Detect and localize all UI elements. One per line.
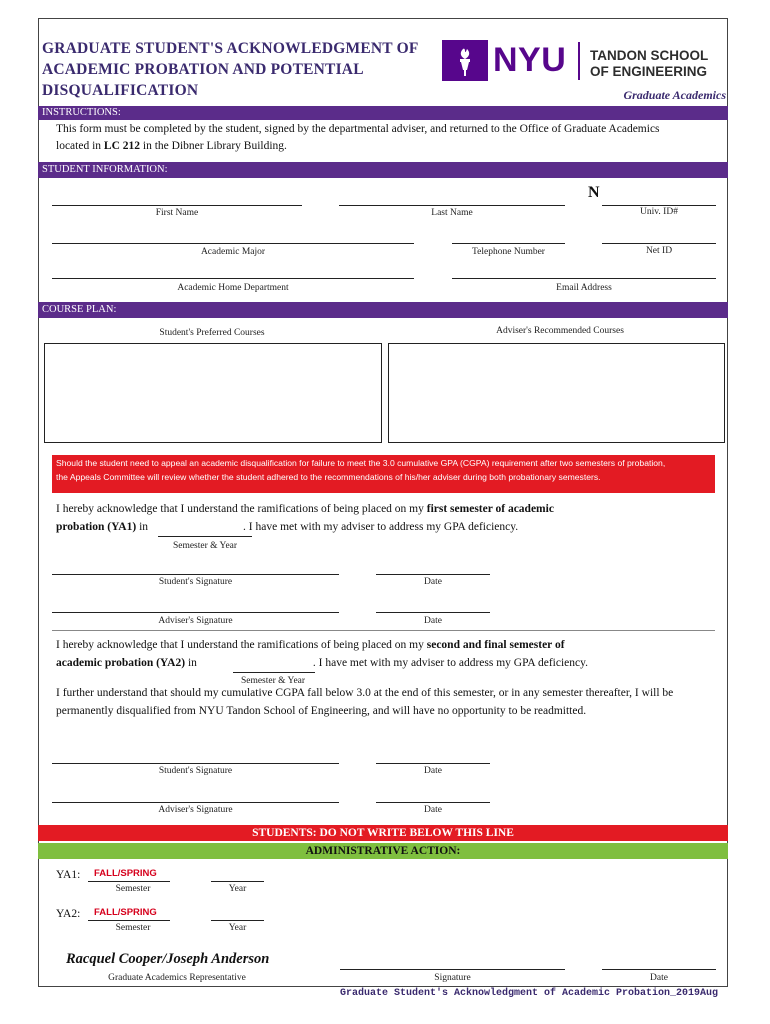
nyu-wordmark: NYU bbox=[493, 41, 567, 79]
logo-divider bbox=[578, 42, 580, 80]
net-id-label: Net ID bbox=[645, 246, 673, 256]
ya2-student-date-label: Date bbox=[424, 766, 442, 776]
representative-label: Graduate Academics Representative bbox=[108, 973, 246, 983]
office-name: Graduate Academics bbox=[623, 88, 726, 102]
email-label: Email Address bbox=[556, 283, 612, 293]
ya1-acknowledgment bbox=[56, 500, 716, 536]
ya2-disqualification-notice bbox=[56, 684, 726, 720]
instructions-text bbox=[56, 121, 716, 155]
ya2-acknowledgment bbox=[56, 636, 716, 672]
ya2-notice-line-1: I further understand that should my cumulative CGPA fall below 3.0 at the end of this semester, or in any semester thereafter, I will be bbox=[56, 687, 674, 699]
ya1-adviser-signature-field[interactable] bbox=[52, 612, 339, 613]
course-plan-heading: COURSE PLAN: bbox=[38, 302, 728, 318]
ya1-admin-semester-label: Semester bbox=[115, 884, 151, 894]
ya1-student-signature-field[interactable] bbox=[52, 574, 339, 575]
ya2-admin-semester-label: Semester bbox=[115, 923, 151, 933]
ya2-adviser-signature-field[interactable] bbox=[52, 802, 339, 803]
ya2-student-signature-label: Student's Signature bbox=[158, 766, 233, 776]
telephone-field[interactable] bbox=[452, 243, 565, 244]
ya2-text-b: second and final semester of bbox=[426, 639, 565, 651]
admin-signature-field[interactable] bbox=[340, 969, 565, 970]
ya1-student-signature-label: Student's Signature bbox=[158, 577, 233, 587]
form-title: GRADUATE STUDENT'S ACKNOWLEDGMENT OF ACADEMIC PROBATION AND POTENTIAL DISQUALIFICATION bbox=[42, 40, 418, 99]
ya2-text-a: I hereby acknowledge that I understand the ramifications of being placed on my bbox=[56, 639, 427, 651]
last-name-field[interactable] bbox=[339, 205, 565, 206]
ya1-text-a: I hereby acknowledge that I understand the ramifications of being placed on my bbox=[56, 503, 427, 515]
recommended-courses-label: Adviser's Recommended Courses bbox=[496, 326, 624, 336]
school-name-line-2: OF ENGINEERING bbox=[590, 64, 708, 79]
n-prefix: N bbox=[588, 184, 600, 201]
ya1-semester-field[interactable] bbox=[158, 536, 252, 537]
ya2-admin-year-field[interactable] bbox=[211, 920, 264, 921]
ya1-student-date-field[interactable] bbox=[376, 574, 490, 575]
home-department-field[interactable] bbox=[52, 278, 414, 279]
appeal-warning bbox=[52, 455, 715, 493]
instructions-line-2 bbox=[56, 138, 716, 155]
academic-major-label: Academic Major bbox=[200, 247, 266, 257]
univ-id-label: Univ. ID# bbox=[640, 207, 678, 217]
instructions-building: in the Dibner Library Building. bbox=[140, 140, 287, 152]
ya1-text-b: first semester of academic bbox=[426, 503, 554, 515]
ya1-semester-label: Semester & Year bbox=[172, 541, 238, 551]
appeal-warning-line-2: the Appeals Committee will review whether the student adhered to the recommendations of his/her adviser during both probationary semesters. bbox=[56, 471, 601, 482]
email-field[interactable] bbox=[452, 278, 716, 279]
ya2-admin-label: YA2: bbox=[56, 908, 81, 920]
section-divider bbox=[52, 630, 715, 631]
admin-date-label: Date bbox=[650, 973, 668, 983]
ya1-admin-year-label: Year bbox=[228, 884, 247, 894]
preferred-courses-label: Student's Preferred Courses bbox=[159, 328, 265, 338]
telephone-label: Telephone Number bbox=[472, 247, 545, 257]
ya2-adviser-date-field[interactable] bbox=[376, 802, 490, 803]
ya1-adviser-signature-label: Adviser's Signature bbox=[158, 616, 233, 626]
appeal-warning-line-1: Should the student need to appeal an academic disqualification for failure to meet the 3.0 cumulative GPA (CGPA) requirement after two semesters of probation, bbox=[56, 458, 666, 468]
ya2-text-d: in bbox=[185, 657, 197, 669]
instructions-line-1: This form must be completed by the student, signed by the departmental adviser, and returned to the Office of Graduate Academics bbox=[56, 123, 660, 135]
home-department-label: Academic Home Department bbox=[177, 283, 289, 293]
ya2-admin-semester-field[interactable] bbox=[88, 920, 170, 921]
ya2-text-e: . I have met with my adviser to address my GPA deficiency. bbox=[312, 657, 588, 669]
ya2-admin-year-label: Year bbox=[228, 923, 247, 933]
do-not-write-banner: STUDENTS: DO NOT WRITE BELOW THIS LINE bbox=[38, 825, 728, 841]
school-name-line-1: TANDON SCHOOL bbox=[590, 48, 709, 63]
ya1-admin-semester-field[interactable] bbox=[88, 881, 170, 882]
office-location: LC 212 bbox=[103, 140, 141, 152]
admin-signature-label: Signature bbox=[434, 973, 471, 983]
ya2-line-1 bbox=[56, 636, 716, 654]
ya1-adviser-date-label: Date bbox=[424, 616, 442, 626]
ya2-admin-semester-value: FALL/SPRING bbox=[94, 907, 157, 918]
first-name-label: First Name bbox=[155, 208, 199, 218]
ya1-admin-label: YA1: bbox=[56, 869, 81, 881]
administrative-action-heading: ADMINISTRATIVE ACTION: bbox=[38, 843, 728, 859]
torch-icon bbox=[442, 40, 488, 81]
nyu-torch-logo bbox=[442, 40, 488, 81]
ya2-text-c: academic probation (YA2) bbox=[56, 657, 186, 669]
ya1-student-date-label: Date bbox=[424, 577, 442, 587]
form-footer: Graduate Student's Acknowledgment of Academic Probation_2019Aug bbox=[340, 988, 719, 999]
representative-name: Racquel Cooper/Joseph Anderson bbox=[66, 951, 270, 967]
ya1-adviser-date-field[interactable] bbox=[376, 612, 490, 613]
univ-id-field[interactable] bbox=[602, 205, 716, 206]
ya1-text-d: in bbox=[136, 521, 149, 533]
last-name-label: Last Name bbox=[431, 208, 473, 218]
preferred-courses-box[interactable] bbox=[44, 343, 382, 443]
student-info-heading: STUDENT INFORMATION: bbox=[38, 162, 728, 178]
school-name bbox=[590, 48, 708, 80]
net-id-field[interactable] bbox=[602, 243, 716, 244]
ya2-notice-line-2: permanently disqualified from NYU Tandon School of Engineering, and will have no opportunity to be readmitted. bbox=[56, 705, 587, 717]
first-name-field[interactable] bbox=[52, 205, 302, 206]
admin-date-field[interactable] bbox=[602, 969, 716, 970]
instructions-located: located in bbox=[56, 140, 104, 152]
ya2-line-2 bbox=[56, 654, 716, 672]
ya1-text-e: . I have met with my adviser to address my GPA deficiency. bbox=[243, 521, 519, 533]
ya2-student-date-field[interactable] bbox=[376, 763, 490, 764]
ya1-line-1 bbox=[56, 500, 716, 518]
academic-major-field[interactable] bbox=[52, 243, 414, 244]
ya2-student-signature-field[interactable] bbox=[52, 763, 339, 764]
instructions-heading: INSTRUCTIONS: bbox=[38, 106, 728, 120]
ya1-admin-semester-value: FALL/SPRING bbox=[94, 868, 157, 879]
ya1-text-c: probation (YA1) bbox=[56, 521, 137, 533]
ya2-semester-label: Semester & Year bbox=[240, 676, 306, 686]
ya2-adviser-signature-label: Adviser's Signature bbox=[158, 805, 233, 815]
ya2-adviser-date-label: Date bbox=[424, 805, 442, 815]
ya1-line-2 bbox=[56, 518, 716, 536]
recommended-courses-box[interactable] bbox=[388, 343, 725, 443]
ya2-semester-field[interactable] bbox=[233, 672, 315, 673]
ya1-admin-year-field[interactable] bbox=[211, 881, 264, 882]
